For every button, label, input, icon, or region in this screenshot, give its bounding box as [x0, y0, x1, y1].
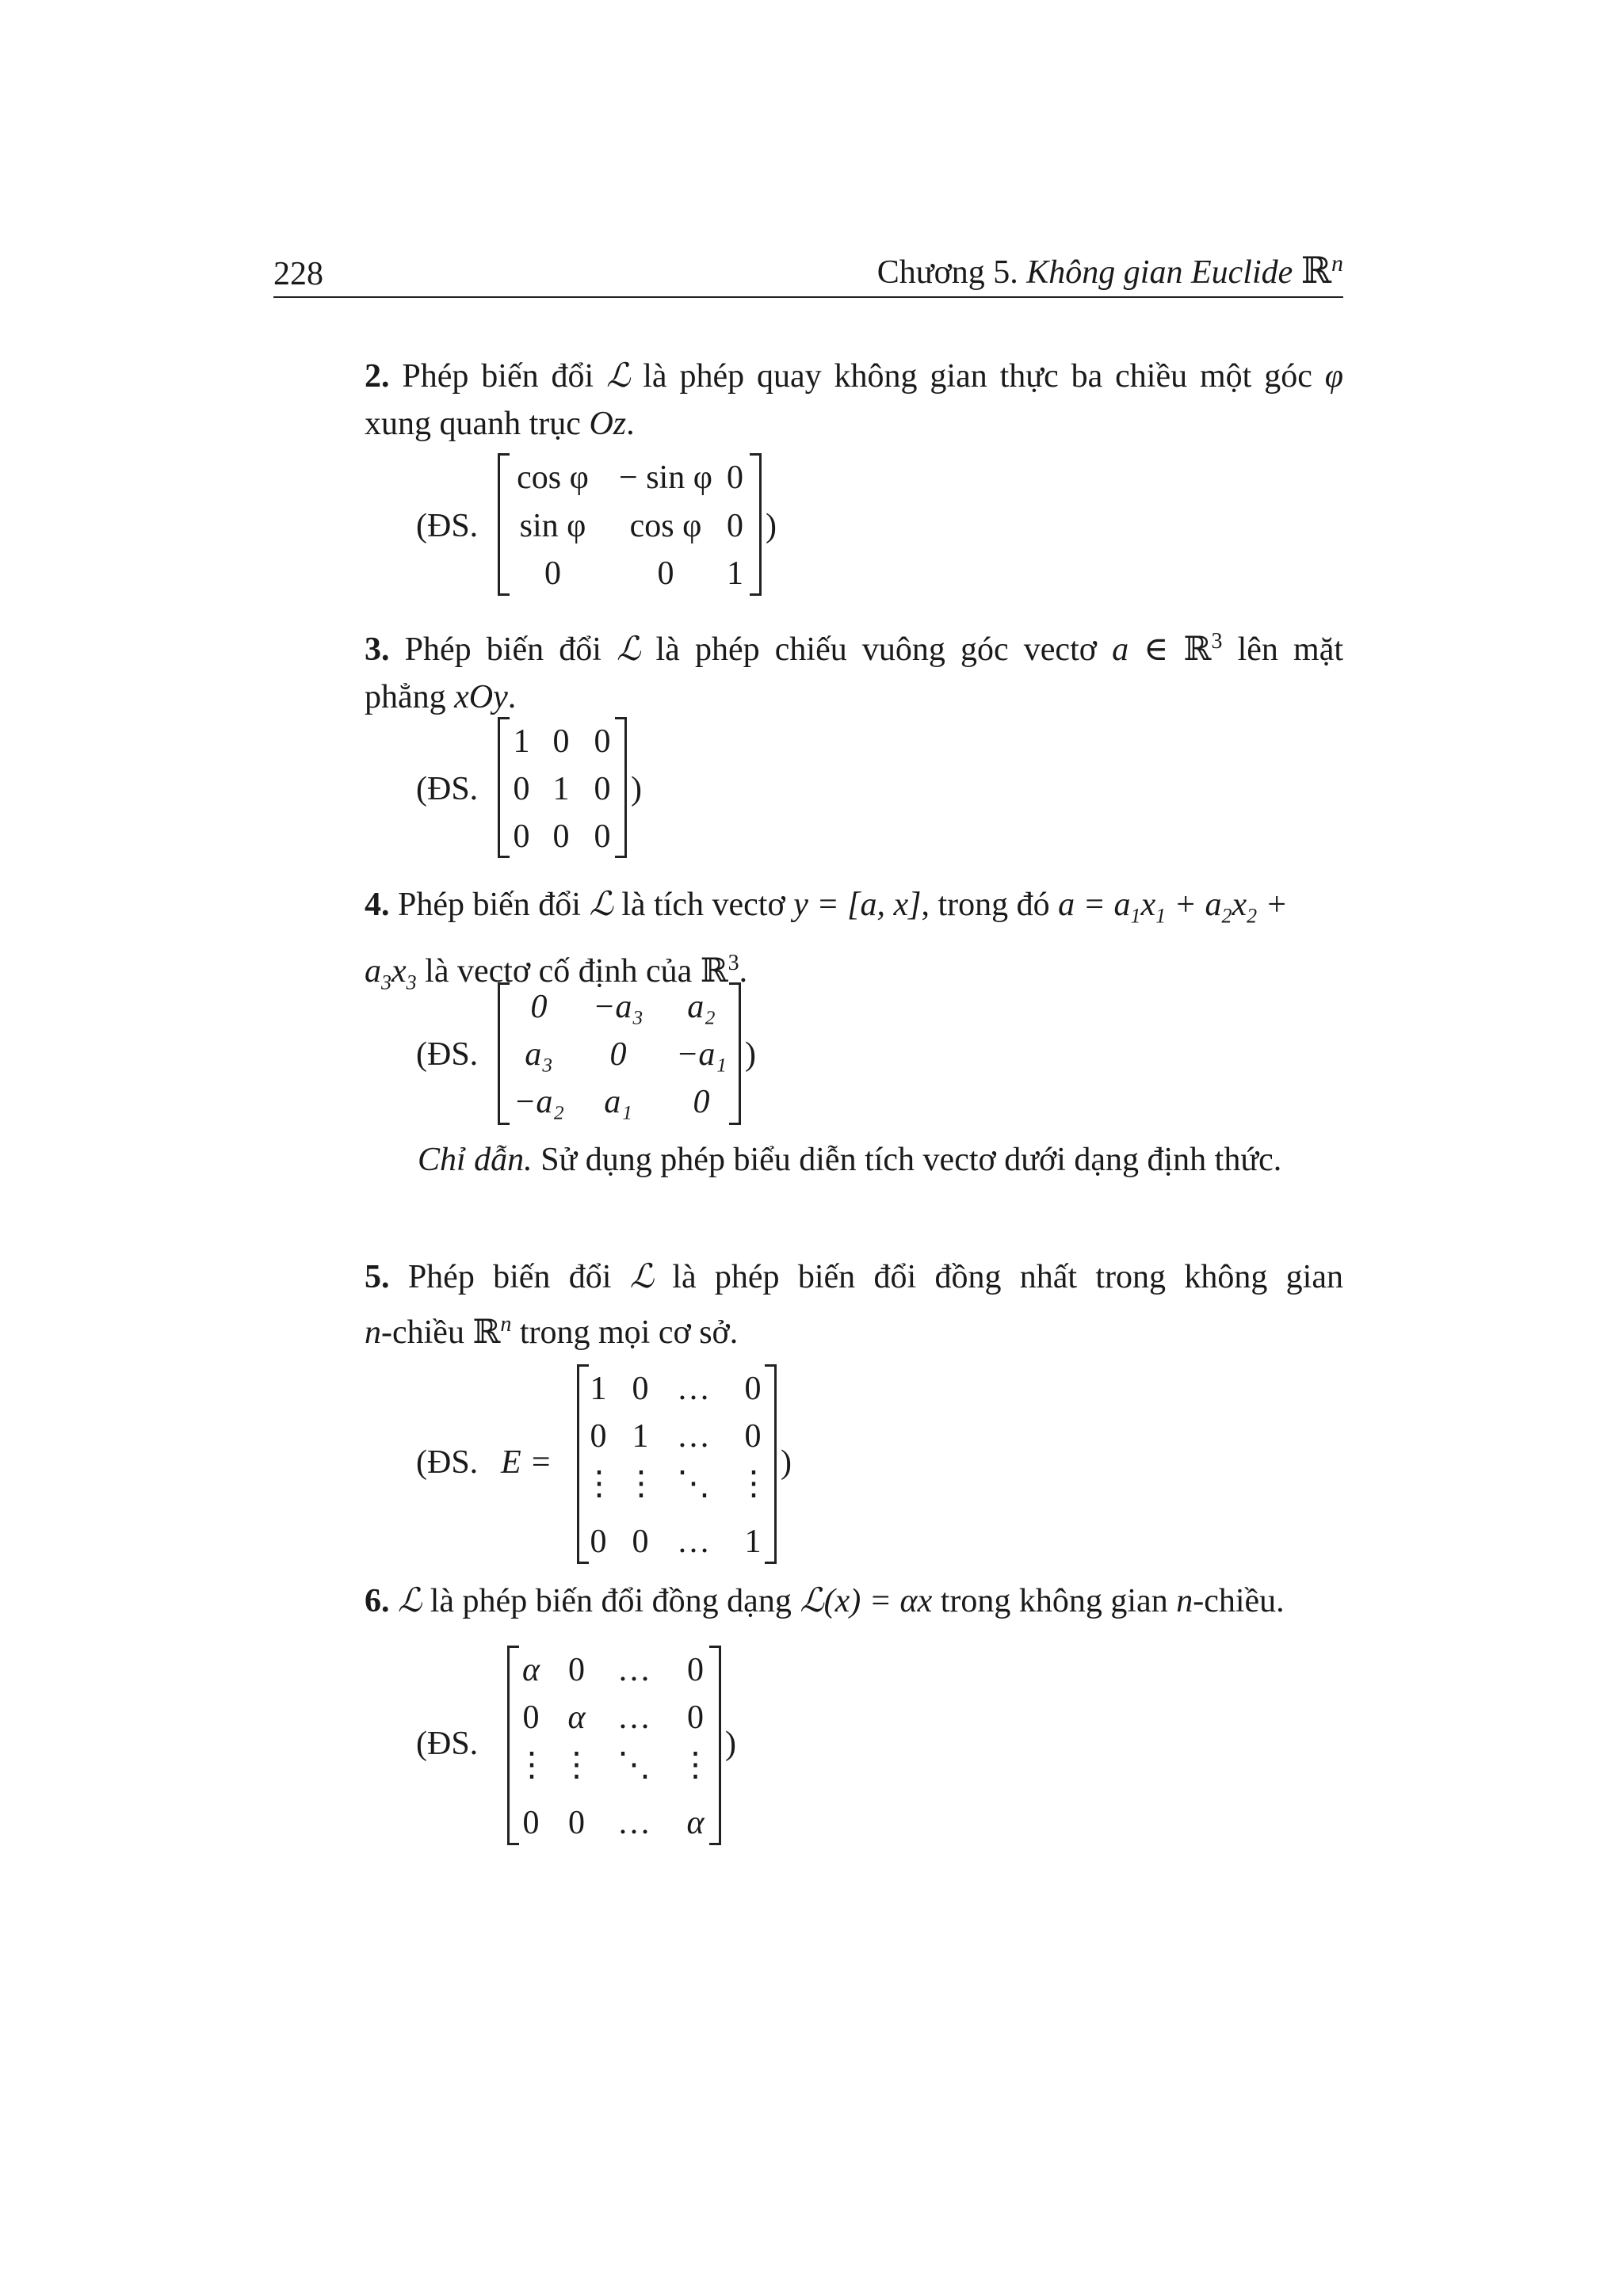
- matrix-cell: −a₂: [514, 1084, 564, 1120]
- matrix-cell: 1: [632, 1418, 649, 1455]
- item-2-period: .: [626, 406, 635, 442]
- item-4-lead: Phép biến đổi: [398, 887, 581, 923]
- item-4-vector-def: $a = a_1x_1 + a_2x_2$ +: [1058, 887, 1289, 928]
- matrix-cell: ⋮: [624, 1466, 658, 1502]
- matrix-cell: 0: [687, 1652, 704, 1688]
- matrix-cell: ⋱: [617, 1747, 651, 1783]
- item-3-line-1: [365, 618, 1343, 673]
- matrix-cell: …: [617, 1805, 651, 1841]
- matrix-cell: 0: [530, 989, 548, 1025]
- item-5-answer-label: (ĐS.: [416, 1444, 479, 1481]
- item-2-desc: là phép quay không gian thực ba chiều một góc: [643, 358, 1312, 395]
- matrix-cell: …: [617, 1699, 651, 1736]
- script-l: ℒ: [617, 631, 641, 668]
- item-6-desc: là phép biến đổi đồng dạng: [430, 1583, 792, 1619]
- matrix-cell: ⋮: [559, 1747, 594, 1783]
- item-4-text: [365, 881, 1343, 1007]
- item-5-desc: là phép biến đổi đồng nhất trong không gian: [672, 1259, 1343, 1295]
- item-5-matrix-label: E =: [501, 1444, 552, 1481]
- item-2-number: 2.: [365, 358, 390, 395]
- hint-label: Chỉ dẫn.: [418, 1142, 533, 1178]
- matrix-cell: …: [677, 1371, 710, 1407]
- matrix-cell: 0: [594, 723, 611, 760]
- item-2-text: [365, 353, 1343, 448]
- item-2-lead: Phép biến đổi: [402, 358, 594, 395]
- matrix-cell: 0: [513, 771, 530, 807]
- item-4-close-paren: ): [745, 1036, 756, 1073]
- item-5-line-2: [365, 1301, 1343, 1356]
- matrix-cell: a₂: [687, 989, 716, 1025]
- chapter-title: Không gian Euclide: [1026, 254, 1293, 291]
- item-5-basis: trong mọi cơ sở.: [519, 1314, 739, 1351]
- item-5-dim: -chiều: [381, 1314, 464, 1351]
- matrix-cell: 0: [590, 1524, 607, 1560]
- matrix-cell: 0: [552, 818, 570, 855]
- item-3-lead: Phép biến đổi: [404, 631, 601, 668]
- matrix-cell: α: [521, 1652, 540, 1688]
- item-6-eq: ℒ(x) = αx: [800, 1583, 933, 1619]
- item-4-period: .: [739, 953, 748, 990]
- item-5-number: 5.: [365, 1259, 390, 1295]
- matrix-cell: …: [617, 1652, 651, 1688]
- item-5-text: [365, 1253, 1343, 1356]
- matrix-cell: −a₃: [593, 989, 643, 1025]
- item-6-text: [365, 1585, 1285, 1618]
- item-3-plane: xOy: [454, 679, 508, 715]
- item-3-line-2: [365, 673, 1343, 721]
- matrix-cell: 0: [594, 818, 611, 855]
- matrix-cell: 1: [727, 555, 743, 592]
- item-4-answer-label: (ĐS.: [416, 1036, 479, 1073]
- matrix-cell: 0: [590, 1418, 607, 1455]
- item-3-number: 3.: [365, 631, 390, 668]
- real-rn: ℝ$^n$: [472, 1312, 512, 1351]
- matrix-cell: 0: [727, 460, 743, 496]
- item-3-onto: lên mặt: [1237, 631, 1344, 668]
- matrix-cell: 1: [552, 771, 570, 807]
- matrix-cell: ⋮: [737, 1466, 770, 1502]
- item-3-desc: là phép chiếu vuông góc vectơ: [655, 631, 1097, 668]
- item-2-around: xung quanh trục: [365, 406, 581, 442]
- matrix-cell: 1: [590, 1371, 607, 1407]
- matrix-cell: α: [686, 1805, 705, 1841]
- page-number: 228: [273, 256, 323, 292]
- item-2-line-2: [365, 400, 1343, 448]
- matrix-cell: − sin φ: [619, 460, 712, 496]
- running-header: [876, 249, 1343, 292]
- item-3-period: .: [507, 679, 517, 715]
- matrix-cell: 0: [544, 555, 561, 592]
- matrix-cell: cos φ: [517, 460, 589, 496]
- item-4-fixed: là vectơ cố định của: [425, 953, 693, 990]
- item-2-close-paren: ): [766, 508, 777, 544]
- item-5-close-paren: ): [781, 1444, 792, 1481]
- matrix-cell: 0: [744, 1418, 762, 1455]
- item-4-number: 4.: [365, 887, 390, 923]
- item-5-line-1: [365, 1253, 1343, 1301]
- matrix-cell: ⋱: [677, 1466, 710, 1502]
- dimension-n: n: [365, 1314, 381, 1351]
- item-4-line-1: [365, 881, 1343, 940]
- hint-text: Sử dụng phép biểu diễn tích vectơ dưới dạng định thức.: [540, 1142, 1282, 1178]
- matrix-cell: 0: [657, 555, 674, 592]
- matrix-cell: …: [677, 1418, 710, 1455]
- matrix-cell: 0: [594, 771, 611, 807]
- matrix-cell: 0: [552, 723, 570, 760]
- chapter-prefix: Chương 5.: [876, 254, 1018, 291]
- matrix-cell: 0: [522, 1805, 540, 1841]
- item-6-space: trong không gian: [940, 1583, 1168, 1619]
- script-l: ℒ: [589, 887, 613, 923]
- item-4-vector-def-cont: $a_3x_3$: [365, 953, 417, 994]
- real-r3: ℝ$^3$: [700, 951, 739, 990]
- item-6-dim: -chiều.: [1193, 1583, 1285, 1619]
- matrix-cell: 1: [744, 1524, 762, 1560]
- dimension-n: n: [1176, 1583, 1193, 1619]
- matrix-cell: 0: [568, 1805, 585, 1841]
- space-symbol: ℝ: [1300, 249, 1331, 292]
- matrix-cell: cos φ: [629, 508, 702, 544]
- matrix-cell: ⋮: [515, 1747, 548, 1783]
- matrix-cell: −a₁: [676, 1036, 727, 1073]
- item-4-where: , trong đó: [921, 887, 1050, 923]
- matrix-cell: α: [567, 1699, 586, 1736]
- script-l: ℒ: [606, 358, 631, 395]
- matrix-cell: 0: [632, 1371, 649, 1407]
- matrix-cell: 0: [609, 1036, 627, 1073]
- item-4-hint: [418, 1143, 1281, 1177]
- element-of: ∈: [1144, 631, 1169, 668]
- script-l: ℒ: [398, 1583, 422, 1619]
- real-r3: ℝ$^3$: [1183, 629, 1223, 668]
- item-2-axis: Oz: [589, 406, 627, 442]
- matrix-cell: ⋮: [582, 1466, 616, 1502]
- matrix-cell: 0: [693, 1084, 710, 1120]
- matrix-cell: 0: [632, 1524, 649, 1560]
- item-6-close-paren: ): [725, 1726, 736, 1762]
- item-6-number: 6.: [365, 1583, 390, 1619]
- vector-a: a: [1112, 631, 1129, 668]
- matrix-cell: 0: [513, 818, 530, 855]
- item-5-lead: Phép biến đổi: [407, 1259, 612, 1295]
- item-3-plane-word: phẳng: [365, 679, 446, 715]
- matrix-cell: 0: [744, 1371, 762, 1407]
- item-2-answer-label: (ĐS.: [416, 508, 479, 544]
- item-3-answer-label: (ĐS.: [416, 771, 479, 807]
- matrix-cell: 0: [727, 508, 743, 544]
- matrix-cell: a₃: [525, 1036, 553, 1073]
- item-2-line-1: [365, 353, 1343, 400]
- phi-symbol: φ: [1324, 358, 1344, 395]
- item-6-answer-label: (ĐS.: [416, 1726, 479, 1762]
- matrix-cell: 0: [568, 1652, 585, 1688]
- matrix-cell: 0: [687, 1699, 704, 1736]
- item-3-close-paren: ): [631, 771, 642, 807]
- item-4-desc: là tích vectơ: [621, 887, 785, 923]
- matrix-cell: 0: [522, 1699, 540, 1736]
- space-exponent: n: [1331, 250, 1343, 277]
- matrix-cell: a₁: [604, 1084, 632, 1120]
- header-rule: [273, 296, 1343, 298]
- matrix-cell: 1: [513, 723, 530, 760]
- script-l: ℒ: [629, 1259, 654, 1295]
- item-4-cross-eq: y = [a, x]: [793, 887, 922, 923]
- matrix-cell: sin φ: [519, 508, 586, 544]
- matrix-cell: …: [677, 1524, 710, 1560]
- item-3-text: [365, 618, 1343, 721]
- matrix-cell: ⋮: [678, 1747, 712, 1783]
